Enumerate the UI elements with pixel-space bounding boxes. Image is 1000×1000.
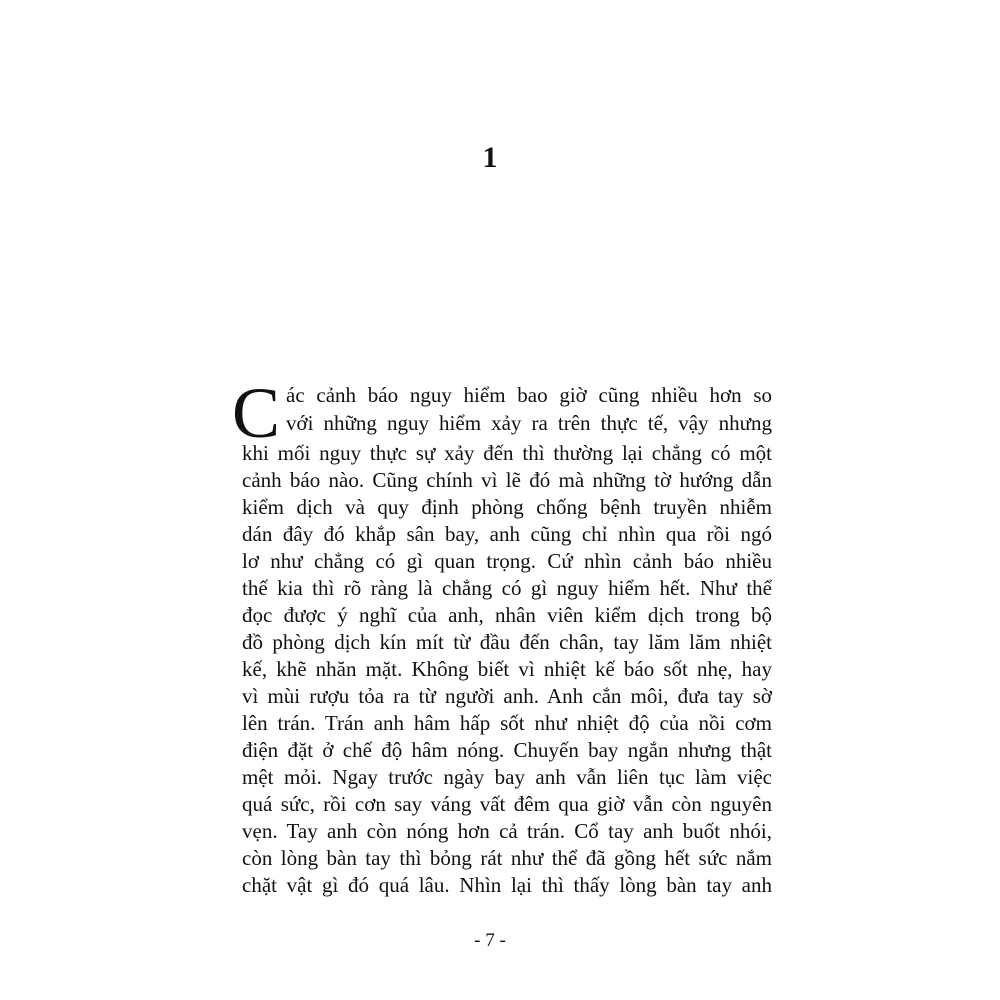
drop-cap-letter: C [232,373,281,453]
text-line: vì mùi rượu tỏa ra từ người anh. Anh cắn môi, đưa tay sờ [242,684,772,708]
text-line: khi mối nguy thực sự xảy đến thì thường lại chẳng có một [242,441,772,465]
text-line: mệt mỏi. Ngay trước ngày bay anh vẫn liên tục làm việc [242,765,772,789]
text-line: với những nguy hiểm xảy ra trên thực tế, vậy nhưng [286,411,772,435]
text-line: lơ như chẳng có gì quan trọng. Cứ nhìn cảnh báo nhiều [242,549,772,573]
text-line: cảnh báo nào. Cũng chính vì lẽ đó mà những tờ hướng dẫn [242,468,772,492]
text-line: kiểm dịch và quy định phòng chống bệnh truyền nhiễm [242,495,772,519]
page-number: - 7 - [474,930,506,951]
text-line: dán đây đó khắp sân bay, anh cũng chỉ nhìn qua rồi ngó [242,522,772,546]
text-line: đồ phòng dịch kín mít từ đầu đến chân, tay lăm lăm nhiệt [242,630,772,654]
text-line: điện đặt ở chế độ hâm nóng. Chuyến bay ngắn nhưng thật [242,738,772,762]
text-line: đọc được ý nghĩ của anh, nhân viên kiểm dịch trong bộ [242,603,772,627]
chapter-number: 1 [482,141,498,174]
text-line: quá sức, rồi cơn say váng vất đêm qua giờ vẫn còn nguyên [242,792,772,816]
text-line: kế, khẽ nhăn mặt. Không biết vì nhiệt kế báo sốt nhẹ, hay [242,657,772,681]
text-line: lên trán. Trán anh hâm hấp sốt như nhiệt độ của nồi cơm [242,711,772,735]
text-line: ác cảnh báo nguy hiểm bao giờ cũng nhiều hơn so [286,383,772,407]
text-line: chặt vật gì đó quá lâu. Nhìn lại thì thấy lòng bàn tay anh [242,873,772,897]
text-line: còn lòng bàn tay thì bỏng rát như thể đã gồng hết sức nắm [242,846,772,870]
text-line: thế kia thì rõ ràng là chẳng có gì nguy hiểm hết. Như thể [242,576,772,600]
text-line: vẹn. Tay anh còn nóng hơn cả trán. Cổ tay anh buốt nhói, [242,819,772,843]
